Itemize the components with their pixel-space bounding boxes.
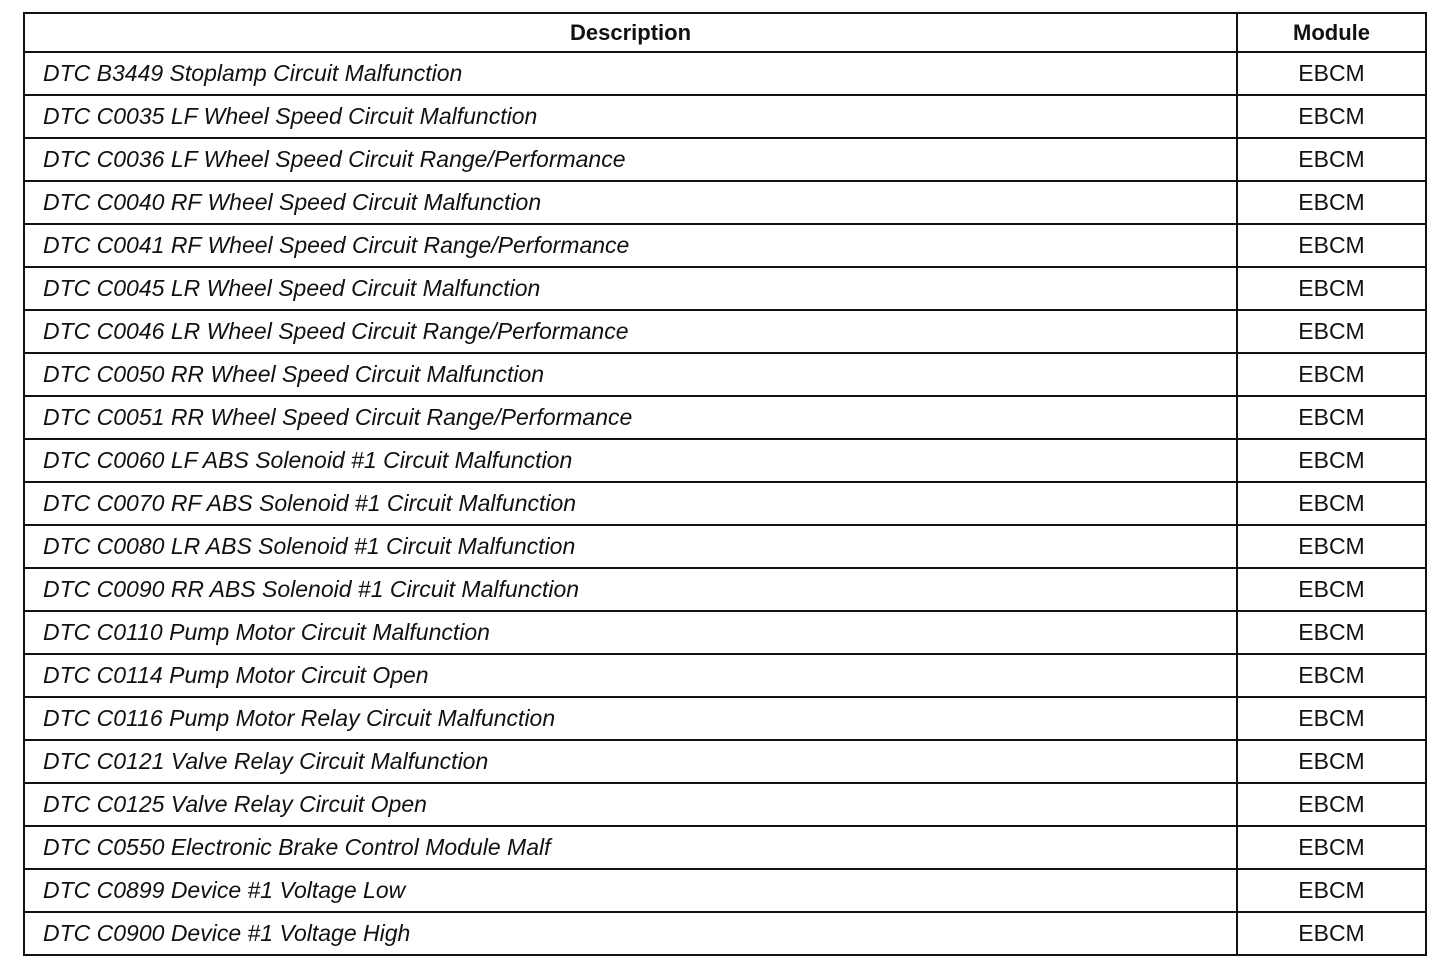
table-row bbox=[24, 826, 1426, 869]
dtc-description-cell: DTC C0090 RR ABS Solenoid #1 Circuit Malfunction bbox=[24, 568, 1237, 611]
module-cell: EBCM bbox=[1237, 783, 1426, 826]
table-body bbox=[24, 52, 1426, 955]
module-cell: EBCM bbox=[1237, 353, 1426, 396]
table-row bbox=[24, 568, 1426, 611]
table-row bbox=[24, 181, 1426, 224]
module-cell: EBCM bbox=[1237, 310, 1426, 353]
module-cell: EBCM bbox=[1237, 181, 1426, 224]
dtc-table bbox=[23, 12, 1427, 956]
dtc-description-cell: DTC C0121 Valve Relay Circuit Malfunction bbox=[24, 740, 1237, 783]
module-cell: EBCM bbox=[1237, 439, 1426, 482]
table-row bbox=[24, 654, 1426, 697]
dtc-description-cell: DTC C0045 LR Wheel Speed Circuit Malfunction bbox=[24, 267, 1237, 310]
module-cell: EBCM bbox=[1237, 912, 1426, 955]
module-cell: EBCM bbox=[1237, 740, 1426, 783]
table-row bbox=[24, 439, 1426, 482]
dtc-description-cell: DTC C0116 Pump Motor Relay Circuit Malfunction bbox=[24, 697, 1237, 740]
description-header: Description bbox=[24, 13, 1237, 52]
dtc-description-cell: DTC C0041 RF Wheel Speed Circuit Range/Performance bbox=[24, 224, 1237, 267]
module-cell: EBCM bbox=[1237, 869, 1426, 912]
module-cell: EBCM bbox=[1237, 568, 1426, 611]
dtc-description-cell: DTC C0550 Electronic Brake Control Module Malf bbox=[24, 826, 1237, 869]
module-cell: EBCM bbox=[1237, 95, 1426, 138]
table-row bbox=[24, 869, 1426, 912]
table-row bbox=[24, 482, 1426, 525]
module-cell: EBCM bbox=[1237, 138, 1426, 181]
module-cell: EBCM bbox=[1237, 826, 1426, 869]
table-row bbox=[24, 697, 1426, 740]
dtc-description-cell: DTC C0070 RF ABS Solenoid #1 Circuit Malfunction bbox=[24, 482, 1237, 525]
table-header bbox=[24, 13, 1426, 52]
module-cell: EBCM bbox=[1237, 224, 1426, 267]
module-cell: EBCM bbox=[1237, 396, 1426, 439]
dtc-description-cell: DTC C0050 RR Wheel Speed Circuit Malfunction bbox=[24, 353, 1237, 396]
table-row bbox=[24, 95, 1426, 138]
dtc-description-cell: DTC C0080 LR ABS Solenoid #1 Circuit Malfunction bbox=[24, 525, 1237, 568]
dtc-description-cell: DTC C0036 LF Wheel Speed Circuit Range/Performance bbox=[24, 138, 1237, 181]
module-cell: EBCM bbox=[1237, 482, 1426, 525]
module-cell: EBCM bbox=[1237, 611, 1426, 654]
table-row bbox=[24, 310, 1426, 353]
dtc-description-cell: DTC C0900 Device #1 Voltage High bbox=[24, 912, 1237, 955]
dtc-description-cell: DTC C0040 RF Wheel Speed Circuit Malfunction bbox=[24, 181, 1237, 224]
module-cell: EBCM bbox=[1237, 267, 1426, 310]
dtc-description-cell: DTC B3449 Stoplamp Circuit Malfunction bbox=[24, 52, 1237, 95]
module-cell: EBCM bbox=[1237, 654, 1426, 697]
dtc-description-cell: DTC C0125 Valve Relay Circuit Open bbox=[24, 783, 1237, 826]
table-row bbox=[24, 783, 1426, 826]
module-cell: EBCM bbox=[1237, 525, 1426, 568]
header-row bbox=[24, 13, 1426, 52]
table-row bbox=[24, 611, 1426, 654]
dtc-description-cell: DTC C0051 RR Wheel Speed Circuit Range/Performance bbox=[24, 396, 1237, 439]
table-row bbox=[24, 912, 1426, 955]
dtc-description-cell: DTC C0046 LR Wheel Speed Circuit Range/Performance bbox=[24, 310, 1237, 353]
table-row bbox=[24, 525, 1426, 568]
dtc-description-cell: DTC C0114 Pump Motor Circuit Open bbox=[24, 654, 1237, 697]
module-cell: EBCM bbox=[1237, 52, 1426, 95]
dtc-description-cell: DTC C0110 Pump Motor Circuit Malfunction bbox=[24, 611, 1237, 654]
table-row bbox=[24, 224, 1426, 267]
table-row bbox=[24, 396, 1426, 439]
table-row bbox=[24, 740, 1426, 783]
table-row bbox=[24, 353, 1426, 396]
table-row bbox=[24, 138, 1426, 181]
module-header: Module bbox=[1237, 13, 1426, 52]
dtc-description-cell: DTC C0060 LF ABS Solenoid #1 Circuit Malfunction bbox=[24, 439, 1237, 482]
dtc-description-cell: DTC C0035 LF Wheel Speed Circuit Malfunction bbox=[24, 95, 1237, 138]
dtc-description-cell: DTC C0899 Device #1 Voltage Low bbox=[24, 869, 1237, 912]
table-row bbox=[24, 52, 1426, 95]
table-row bbox=[24, 267, 1426, 310]
module-cell: EBCM bbox=[1237, 697, 1426, 740]
